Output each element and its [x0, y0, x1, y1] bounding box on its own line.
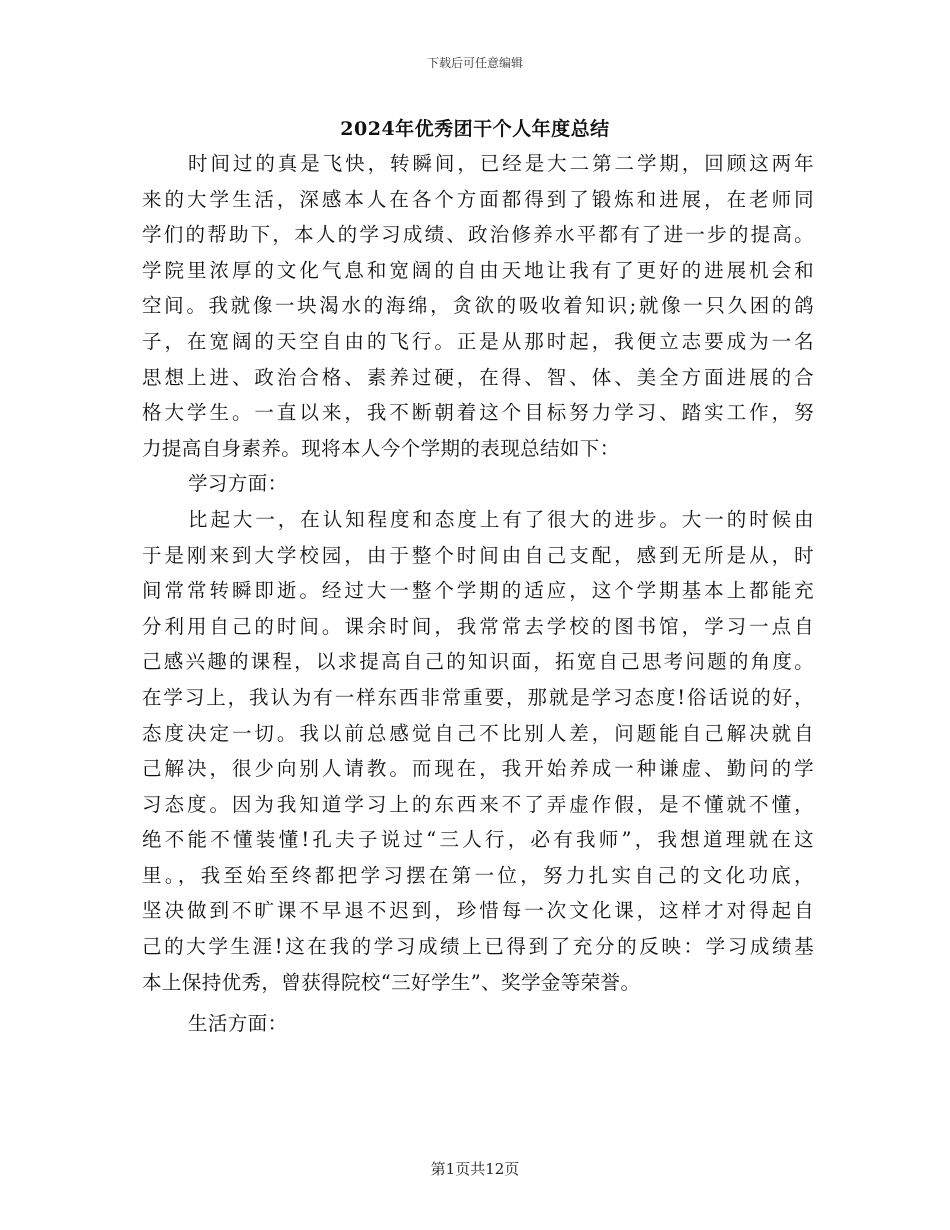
header-note: 下载后可任意编辑 — [426, 56, 523, 70]
page-footer: 第1页共12页 — [430, 1160, 520, 1178]
document-title: 2024年优秀团干个人年度总结 — [340, 118, 610, 140]
paragraph-line: 学院里浓厚的文化气息和宽阔的自由天地让我有了更好的进展机会和 — [142, 258, 814, 282]
paragraph-line: 己感兴趣的课程，以求提高自己的知识面，拓宽自己思考问题的角度。 — [142, 650, 814, 674]
paragraph-intro — [142, 146, 814, 466]
paragraph-line: 间常常转瞬即逝。经过大一整个学期的适应，这个学期基本上都能充 — [142, 579, 814, 603]
paragraph-line: 习态度。因为我知道学习上的东西来不了弄虚作假，是不懂就不懂， — [142, 792, 814, 816]
paragraph-line: 空间。我就像一块渴水的海绵，贪欲的吸收着知识;就像一只久困的鸽 — [142, 294, 814, 318]
document-body — [142, 146, 814, 1042]
paragraph-line: 坚决做到不旷课不早退不迟到，珍惜每一次文化课，这样才对得起自 — [142, 899, 814, 923]
paragraph-line: 学们的帮助下，本人的学习成绩、政治修养水平都有了进一步的提高。 — [142, 223, 814, 247]
paragraph-line: 分利用自己的时间。课余时间，我常常去学校的图书馆，学习一点自 — [142, 614, 814, 638]
paragraph-line: 子，在宽阔的天空自由的飞行。正是从那时起，我便立志要成为一名 — [142, 329, 814, 353]
paragraph-line: 本上保持优秀，曾获得院校“三好学生”、奖学金等荣誉。 — [142, 970, 641, 994]
paragraph-line: 时间过的真是飞快，转瞬间，已经是大二第二学期，回顾这两年 — [188, 152, 814, 175]
paragraph-line: 己的大学生涯!这在我的学习成绩上已得到了充分的反映：学习成绩基 — [142, 935, 814, 959]
paragraph-line: 在学习上，我认为有一样东西非常重要，那就是学习态度!俗话说的好， — [142, 685, 814, 709]
paragraph-study — [142, 502, 814, 1000]
paragraph-line: 格大学生。一直以来，我不断朝着这个目标努力学习、踏实工作，努 — [142, 401, 814, 425]
paragraph-line: 里。，我至始至终都把学习摆在第一位，努力扎实自己的文化功底， — [142, 863, 814, 887]
section-heading-life — [142, 1006, 814, 1042]
paragraph-line: 态度决定一切。我以前总感觉自己不比别人差，问题能自己解决就自 — [142, 721, 814, 745]
section-heading: 生活方面： — [188, 1012, 288, 1036]
paragraph-line: 力提高自身素养。现将本人今个学期的表现总结如下： — [142, 436, 620, 460]
section-heading-study — [142, 466, 814, 502]
paragraph-line: 己解决，很少向别人请教。而现在，我开始养成一种谦虚、勤问的学 — [142, 757, 814, 781]
paragraph-line: 绝不能不懂装懂!孔夫子说过“三人行，必有我师”，我想道理就在这 — [142, 828, 814, 852]
paragraph-line: 思想上进、政治合格、素养过硬，在得、智、体、美全方面进展的合 — [142, 365, 814, 389]
paragraph-line: 比起大一，在认知程度和态度上有了很大的进步。大一的时候由 — [188, 507, 814, 531]
paragraph-line: 于是刚来到大学校园，由于整个时间由自己支配，感到无所是从，时 — [142, 543, 814, 567]
paragraph-line: 来的大学生活，深感本人在各个方面都得到了锻炼和进展，在老师同 — [142, 187, 814, 211]
section-heading: 学习方面： — [188, 472, 288, 496]
